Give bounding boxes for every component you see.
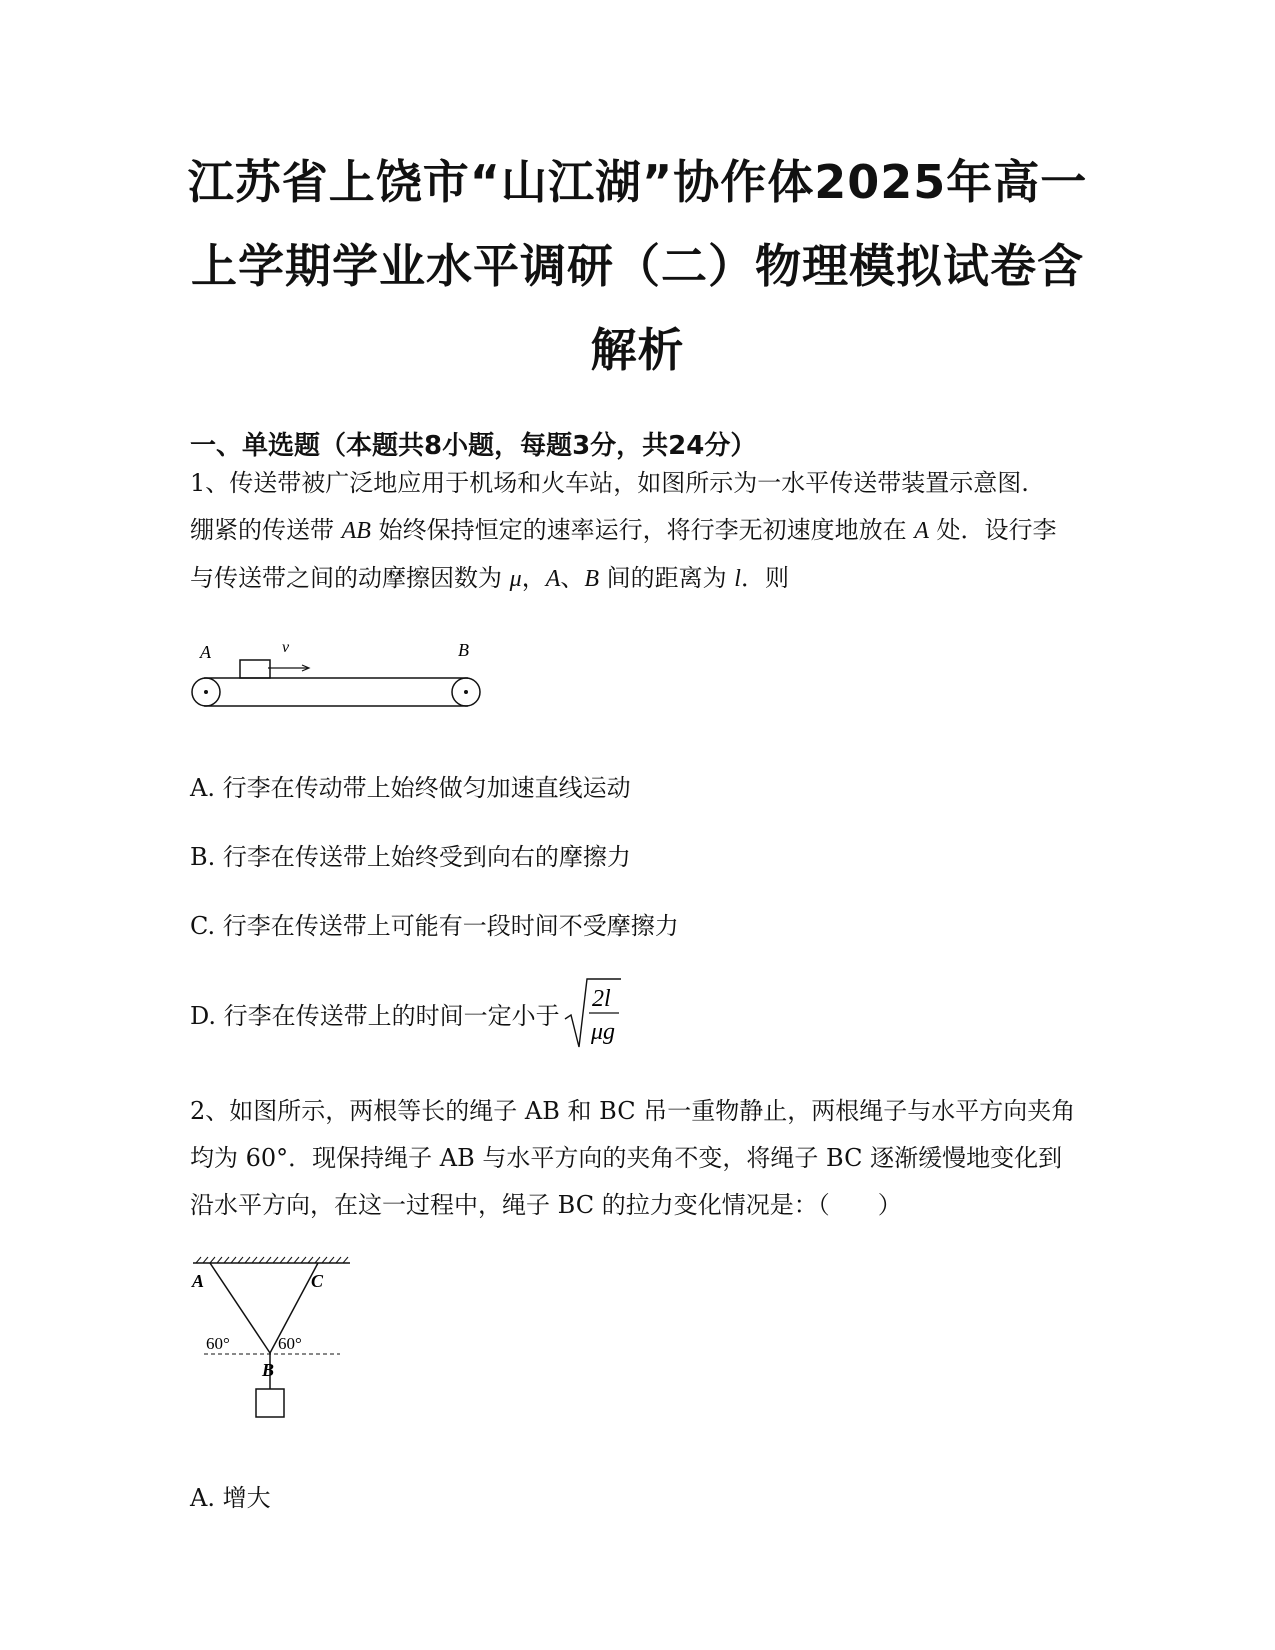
- rope-figure: [190, 1255, 360, 1425]
- q2-line-1: 2、如图所示，两根等长的绳子 AB 和 BC 吊一重物静止，两根绳子与水平方向夹角: [190, 1097, 1076, 1125]
- angle-right: 60°: [278, 1334, 302, 1353]
- angle-left: 60°: [206, 1334, 230, 1353]
- q2-option-a[interactable]: A. 增大: [190, 1484, 271, 1512]
- sqrt-formula: [563, 975, 623, 1051]
- label-a: A: [192, 1271, 205, 1291]
- q2-line-3: 沿水平方向，在这一过程中，绳子 BC 的拉力变化情况是：（ ）: [190, 1191, 902, 1219]
- title-line-1: 江苏省上饶市“山江湖”协作体2025年高一: [187, 155, 1088, 209]
- formula-numerator: 2l: [592, 986, 611, 1012]
- label-b: B: [262, 1360, 275, 1380]
- question-1-text: [190, 460, 1090, 603]
- q1-option-c[interactable]: C. 行李在传送带上可能有一段时间不受摩擦力: [190, 912, 679, 940]
- q1-option-b[interactable]: B. 行李在传送带上始终受到向右的摩擦力: [190, 843, 631, 871]
- q1-option-a[interactable]: A. 行李在传动带上始终做匀加速直线运动: [190, 774, 631, 802]
- hanging-weight: [256, 1389, 284, 1417]
- q1-line-2: 绷紧的传送带 AB 始终保持恒定的速率运行，将行李无初速度地放在 A 处．设行李: [190, 516, 1057, 544]
- conveyor-belt-figure: [190, 638, 490, 718]
- label-b: B: [458, 640, 469, 660]
- q1-line-1: 1、传送带被广泛地应用于机场和火车站，如图所示为一水平传送带装置示意图.: [190, 469, 1029, 497]
- luggage-box: [240, 660, 270, 678]
- q1-option-d[interactable]: D. 行李在传送带上的时间一定小于: [190, 1002, 560, 1030]
- label-a: A: [200, 642, 211, 662]
- label-c: C: [311, 1271, 324, 1291]
- section-heading: 一、单选题（本题共8小题，每题3分，共24分）: [190, 431, 757, 461]
- q1-line-3: 与传送带之间的动摩擦因数为 μ，A、B 间的距离为 l．则: [190, 564, 789, 592]
- document-title: [130, 140, 1145, 392]
- formula-denominator: μg: [591, 1019, 616, 1045]
- question-2-text: [190, 1088, 1090, 1229]
- title-line-3: 解析: [590, 323, 685, 377]
- title-line-2: 上学期学业水平调研（二）物理模拟试卷含: [191, 239, 1084, 293]
- q2-line-2: 均为 60°．现保持绳子 AB 与水平方向的夹角不变，将绳子 BC 逐渐缓慢地变化到: [190, 1144, 1063, 1172]
- label-v: v: [282, 639, 290, 656]
